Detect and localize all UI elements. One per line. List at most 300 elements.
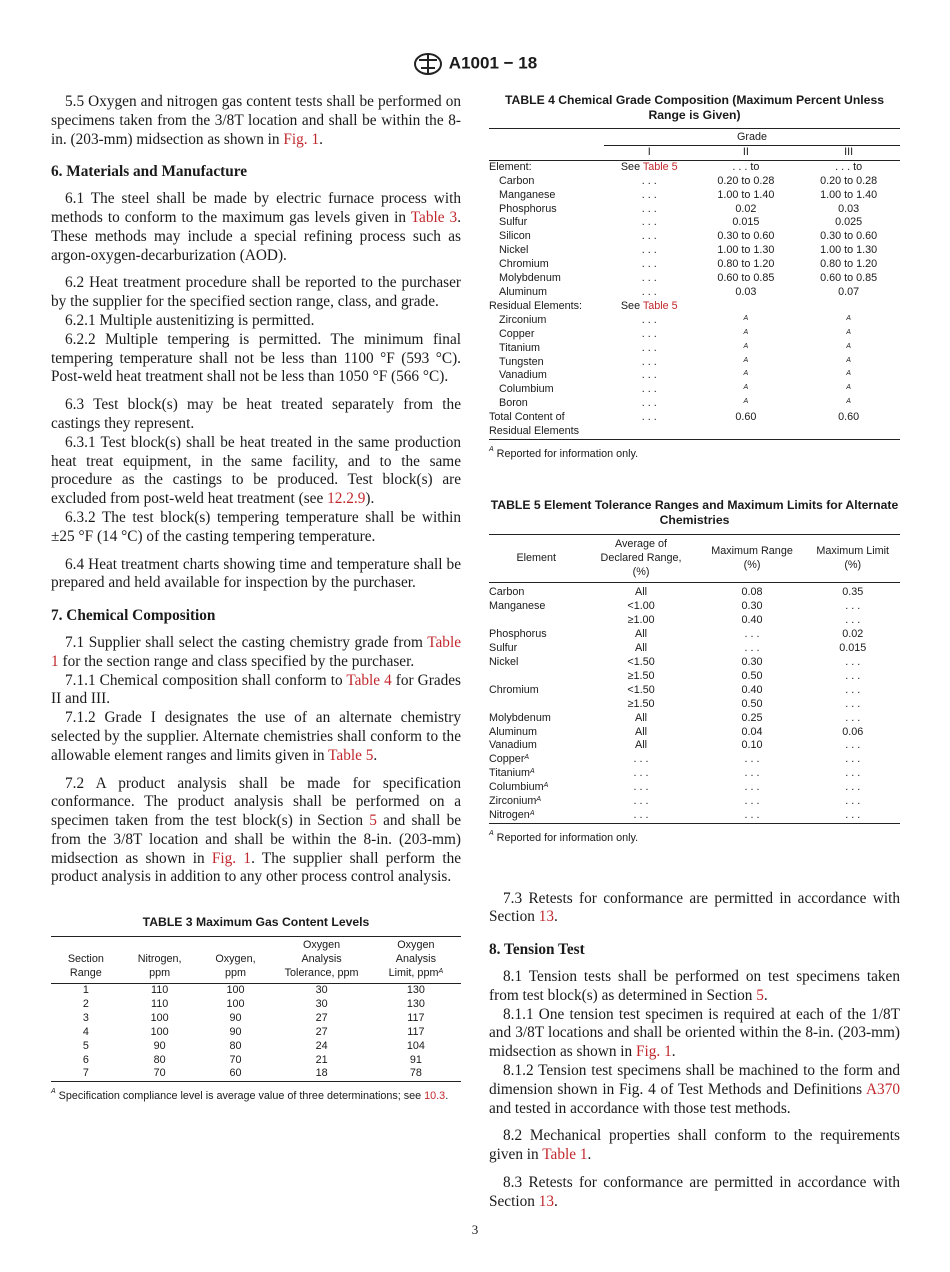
table5-avg-cell: ≥1.00: [627, 614, 655, 627]
table5-range-cell: . . .: [744, 767, 760, 780]
table4-g2-cell: 0.20 to 0.28: [717, 174, 775, 187]
table4-grade1-text: . . .: [641, 313, 657, 326]
table5-avg-cell: All: [635, 711, 648, 724]
table5-range-cell: . . .: [744, 628, 760, 641]
table5-element-name: Carbon: [489, 586, 525, 599]
table4-grade1-cell: [604, 230, 694, 244]
table4-row: [489, 383, 900, 397]
table4-grade-1: I: [604, 145, 694, 160]
table5-avg-cell: <1.50: [627, 655, 655, 668]
table3-header-text: Oxygen Analysis Limit, ppm: [388, 939, 439, 980]
section-5-link[interactable]: 5: [756, 986, 764, 1004]
table4-row: [489, 425, 900, 439]
para-7-1-2: 7.1.2 Grade I designates the use of an alternate chemistry selected by the supplier. Alternate chemistries shall conform to the allowable element ranges and limits given in Table 5.: [51, 709, 461, 764]
table5-limit-cell: . . .: [845, 711, 861, 724]
table4-g2-cell: [694, 356, 797, 370]
table4-grade1-cell: [604, 342, 694, 356]
table4-grade1-text: . . .: [641, 397, 657, 410]
table4-row: [489, 342, 900, 356]
table5-avg-cell: . . .: [633, 767, 649, 780]
table4-grade1-text: . . .: [641, 341, 657, 354]
table4-element: Columbium: [499, 383, 554, 396]
table5-link[interactable]: Table 5: [642, 299, 678, 312]
table5-header-cell: Average of Declared Range, (%): [584, 534, 699, 583]
table4-grade-numbers-row: [489, 145, 900, 160]
table5-avg-cell: ≥1.50: [627, 697, 655, 710]
table4-g3-cell: [797, 314, 900, 328]
para-8-2: 8.2 Mechanical properties shall conform to the requirements given in Table 1.: [489, 1127, 900, 1164]
table4-row: [489, 272, 900, 286]
footnote-marker: A: [530, 768, 535, 776]
table4-grade1-cell: [604, 160, 694, 174]
table5-avg-cell: <1.50: [627, 683, 655, 696]
table4-grade1-text: . . .: [641, 174, 657, 187]
table3-header-text: Oxygen, ppm: [215, 953, 256, 980]
table4-g3-cell: [797, 300, 900, 314]
table5-element: [489, 698, 584, 712]
table5-limit-cell: 0.02: [842, 628, 864, 641]
table5-element: [489, 684, 584, 698]
table4-g3-cell: 0.025: [835, 216, 863, 229]
table3-footnote: $^A$ Specification compliance level is average value of three determinations; see 10.3.: [51, 1088, 449, 1103]
table3-header-cell: [199, 937, 273, 984]
table5-element-name: Titanium: [489, 767, 530, 780]
table5-avg-cell: <1.00: [627, 600, 655, 613]
table3-cell: 4: [82, 1025, 89, 1038]
table5-range-cell: 0.30: [741, 655, 763, 668]
table3-link[interactable]: Table 3: [410, 208, 458, 226]
table5-row: [489, 698, 900, 712]
table5-limit-cell: . . .: [845, 808, 861, 821]
table4-grade1-text: . . .: [641, 258, 657, 271]
table5-range-cell: 0.30: [741, 600, 763, 613]
table5-avg-cell: . . .: [633, 753, 649, 766]
table5-range-cell: 0.50: [741, 697, 763, 710]
table4-g2-cell: . . . to: [732, 160, 760, 173]
table5-avg-cell: All: [635, 725, 648, 738]
table4-element: Phosphorus: [499, 202, 557, 215]
table5-element: [489, 767, 584, 781]
footnote-marker: A: [846, 342, 851, 350]
table4-row: [489, 203, 900, 217]
table5-link[interactable]: Table 5: [642, 160, 678, 173]
table4-row: [489, 397, 900, 411]
section-8-heading: 8. Tension Test: [489, 941, 585, 959]
astm-logo-icon: [413, 52, 443, 76]
table3-cell: 27: [315, 1011, 328, 1024]
table4-grade-3: III: [797, 145, 900, 160]
table5-limit-cell: . . .: [845, 614, 861, 627]
table5-range-cell: 0.40: [741, 614, 763, 627]
table5-caption: TABLE 5 Element Tolerance Ranges and Maximum Limits for Alternate Chemistries: [490, 497, 899, 527]
table1-link[interactable]: Table 1: [51, 633, 461, 670]
table4-grade1-cell: [604, 356, 694, 370]
table4-g3-cell: [797, 397, 900, 411]
footnote-marker: A: [846, 356, 851, 364]
table3-cell: 21: [315, 1053, 328, 1066]
table4-grade1-text: . . .: [641, 216, 657, 229]
table4-g2-cell: [694, 383, 797, 397]
section-5-link[interactable]: 5: [369, 812, 377, 830]
section-13-link[interactable]: 13: [538, 1192, 555, 1210]
table4-grade1-cell: [604, 300, 694, 314]
table4-g3-cell: [797, 383, 900, 397]
table3-cell: 117: [407, 1025, 425, 1038]
table3-cell: 117: [407, 1011, 425, 1024]
table5-limit-cell: . . .: [845, 795, 861, 808]
table4-grade1-cell: [604, 328, 694, 342]
footnote-marker: A: [743, 314, 749, 322]
table3-cell: 27: [315, 1025, 328, 1038]
table5-element: [489, 656, 584, 670]
table4-row: [489, 189, 900, 203]
table5-element: [489, 600, 584, 614]
table4-grade1-cell: [604, 189, 694, 203]
table4-grade1-cell: [604, 216, 694, 230]
table4-g3-cell: 0.20 to 0.28: [820, 174, 878, 187]
table4-row: [489, 356, 900, 370]
table4-row: [489, 314, 900, 328]
table4-row: [489, 175, 900, 189]
para-6-3-1: 6.3.1 Test block(s) shall be heat treated in the same production heat treat equipment, in the same facility, and to the same procedure as the castings to be produced. Test block(s) are excluded from post-weld heat treatment (see 12.2.9).: [51, 433, 461, 508]
table5-avg-cell: All: [635, 642, 648, 655]
para-7-1: 7.1 Supplier shall select the casting chemistry grade from Table 1 for the section range and class specified by the purchaser.: [51, 633, 461, 670]
table5-element: [489, 739, 584, 753]
table4-g3-cell: . . . to: [835, 160, 863, 173]
table4-element: Tungsten: [499, 355, 544, 368]
table4-g2-cell: 1.00 to 1.40: [717, 188, 775, 201]
table4-g3-cell: [797, 342, 900, 356]
table4-grade1-cell: [604, 369, 694, 383]
table4-grade1-text: . . .: [641, 327, 657, 340]
table3-row: [51, 1054, 461, 1068]
para-6-2-2: 6.2.2 Multiple tempering is permitted. The minimum final tempering temperature shall not be less than 1100 °F (593 °C). Post-weld heat treatment shall not be less than 1050 °F (566 °C).: [51, 330, 461, 386]
table5-range-cell: 0.08: [741, 586, 763, 599]
table5-row: [489, 781, 900, 795]
table4-g3-cell: [797, 328, 900, 342]
table5-link[interactable]: Table 5: [328, 746, 374, 764]
table4-element: Element:: [489, 160, 532, 173]
table5-row: [489, 614, 900, 628]
table4-grade1-cell: [604, 314, 694, 328]
footnote-marker: A: [846, 370, 851, 378]
table4-g2-cell: 0.60 to 0.85: [717, 272, 775, 285]
table4-grade1-text: . . .: [641, 244, 657, 257]
table5-avg-cell: All: [635, 628, 648, 641]
table4-g3-cell: 0.03: [838, 202, 860, 215]
table5-limit-cell: . . .: [845, 600, 861, 613]
para-6-3: 6.3 Test block(s) may be heat treated separately from the castings they represent.: [51, 396, 461, 432]
document-designation: A1001 − 18: [448, 53, 538, 73]
table3-cell: 104: [406, 1039, 425, 1052]
table5-limit-cell: . . .: [845, 655, 861, 668]
table4-grade1-cell: [604, 411, 694, 425]
footnote-marker: A: [524, 754, 530, 762]
table5-element: [489, 583, 584, 600]
table4-row: [489, 244, 900, 258]
table4-grade1-cell: [604, 272, 694, 286]
table3-cell: 30: [315, 984, 328, 996]
table5-element: [489, 753, 584, 767]
para-8-3: 8.3 Retests for conformance are permitted in accordance with Section 13.: [489, 1174, 900, 1210]
table4-g2-cell: 0.015: [732, 216, 760, 229]
table4-caption: TABLE 4 Chemical Grade Composition (Maximum Percent Unless Range is Given): [504, 93, 885, 122]
table4-grade-label: Grade: [604, 129, 900, 146]
table4-grade1-text: . . .: [641, 355, 657, 368]
table4-g2-cell: 0.60: [735, 411, 757, 424]
table4-grade1-text: . . .: [641, 383, 657, 396]
table5-limit-cell: . . .: [845, 767, 861, 780]
table5-avg-cell: ≥1.50: [627, 669, 655, 682]
table5-range-cell: . . .: [744, 795, 760, 808]
table4-grade-row: [489, 129, 900, 146]
table5-avg-cell: . . .: [633, 795, 649, 808]
table4-element: Boron: [499, 397, 528, 410]
table3-cell: 70: [229, 1053, 242, 1066]
table5-limit-cell: 0.35: [842, 586, 864, 599]
footnote-marker: A: [846, 314, 851, 322]
table4-g3-cell: [797, 425, 900, 439]
table4-row: [489, 328, 900, 342]
table3-header-text: Nitrogen, ppm: [137, 953, 182, 980]
table4-g2-cell: [694, 342, 797, 356]
table3-cell: 78: [409, 1067, 422, 1080]
table4-g2-cell: 1.00 to 1.30: [717, 244, 775, 257]
table3-cell: 80: [229, 1039, 242, 1052]
table4-grade1-text: . . .: [641, 369, 657, 382]
table5-row: [489, 583, 900, 600]
footnote-marker: A: [743, 384, 749, 392]
table5-element-name: Nitrogen: [489, 808, 530, 821]
table5-range-cell: . . .: [744, 781, 760, 794]
table5-avg-cell: . . .: [633, 808, 649, 821]
table4-link[interactable]: Table 4: [346, 671, 392, 689]
table5-element: [489, 628, 584, 642]
table4-g3-cell: [797, 356, 900, 370]
table4-grade1-text: . . .: [641, 411, 657, 424]
table4-grade1-cell: [604, 397, 694, 411]
table3-row: [51, 984, 461, 998]
table3-caption: TABLE 3 Maximum Gas Content Levels: [142, 915, 370, 930]
fig1-link[interactable]: Fig. 1: [636, 1043, 672, 1061]
table5-avg-cell: All: [635, 586, 648, 599]
footnote-marker: A: [536, 796, 542, 804]
table4-grade1-text: See: [620, 160, 643, 173]
table4-g3-cell: 0.30 to 0.60: [820, 230, 878, 243]
table5-element-name: Nickel: [489, 655, 519, 668]
footnote-marker: A: [743, 328, 749, 336]
table4-g2-cell: 0.03: [735, 285, 757, 298]
table4-grade1-text: . . .: [641, 285, 657, 298]
table5-avg-cell: All: [635, 739, 648, 752]
table5-range-cell: 0.25: [741, 711, 763, 724]
table3-header-text: Section Range: [67, 953, 104, 980]
table5-range-cell: . . .: [744, 642, 760, 655]
left-column: [51, 93, 461, 1106]
table3-cell: 130: [406, 984, 425, 996]
table5-header-cell: Element: [489, 534, 584, 583]
table4-element: Aluminum: [499, 285, 548, 298]
table3-header-cell: [121, 937, 199, 984]
table4-grade1-cell: [604, 425, 694, 439]
table3-cell: 110: [151, 997, 169, 1010]
fig1-link[interactable]: Fig. 1: [211, 849, 252, 867]
a370-link[interactable]: A370: [866, 1080, 900, 1098]
table3-header-row: [51, 937, 461, 984]
table5-footnote: $^A$ Reported for information only.: [489, 829, 639, 844]
table5-limit-cell: . . .: [845, 781, 861, 794]
table5-limit-cell: . . .: [845, 669, 861, 682]
table4-g3-cell: 0.07: [838, 285, 860, 298]
para-6-2-1: 6.2.1 Multiple austenitizing is permitted.: [65, 311, 315, 329]
table3-cell: 30: [315, 997, 328, 1010]
table5-row: [489, 628, 900, 642]
table4-element: Sulfur: [499, 216, 528, 229]
table4-grade1-cell: [604, 244, 694, 258]
table3-header-cell: [272, 937, 370, 984]
table4-g2-cell: 0.80 to 1.20: [717, 258, 775, 271]
table4-g2-cell: 0.30 to 0.60: [717, 230, 775, 243]
table5-limit-cell: 0.015: [839, 642, 867, 655]
table4-element: Zirconium: [499, 313, 547, 326]
table3-cell: 90: [229, 1025, 242, 1038]
footnote-marker: A: [743, 370, 749, 378]
table4-grade1-cell: [604, 203, 694, 217]
table3-cell: 80: [153, 1053, 166, 1066]
table5-row: [489, 739, 900, 753]
table5-element: [489, 809, 584, 823]
table4-grade1-cell: [604, 383, 694, 397]
table4-grade-2: II: [694, 145, 797, 160]
para-6-3-2: 6.3.2 The test block(s) tempering temperature shall be within ±25 °F (14 °C) of the casting tempering temperature.: [51, 508, 461, 545]
page-header: [0, 52, 950, 76]
section-13-link[interactable]: 13: [538, 908, 555, 926]
table4-grade1-text: See: [620, 299, 643, 312]
para-6-2: 6.2 Heat treatment procedure shall be reported to the purchaser by the supplier for the specified section range, class, and grade.: [51, 274, 461, 311]
para-6-1: 6.1 The steel shall be made by electric furnace process with methods to conform to the maximum gas levels given in Table 3. These methods may include a special refining process such as argon-oxygen-decarburization (AOD).: [51, 190, 462, 264]
footnote-marker: A: [846, 328, 851, 336]
footnote-marker: A: [743, 356, 749, 364]
table5-element-name: Phosphorus: [489, 628, 547, 641]
footnote-marker: A: [543, 782, 549, 790]
table4-grade1-text: . . .: [641, 230, 657, 243]
table5-header-row: [489, 534, 900, 583]
table3-cell: 90: [153, 1039, 166, 1052]
para-8-1: 8.1 Tension tests shall be performed on test specimens taken from test block(s) as determined in Section 5.: [489, 968, 900, 1004]
table5-row: [489, 726, 900, 740]
table4-g3-cell: 1.00 to 1.40: [820, 188, 878, 201]
table5-row: [489, 712, 900, 726]
table5-limit-cell: . . .: [845, 697, 861, 710]
table5-element-name: Molybdenum: [489, 711, 551, 724]
table4-row: [489, 300, 900, 314]
table5-row: [489, 656, 900, 670]
table5-row: [489, 670, 900, 684]
table4-g2-cell: [694, 314, 797, 328]
table4-element: Residual Elements:: [489, 299, 583, 312]
table4-g2-cell: 0.02: [735, 202, 757, 215]
table4-grade1-cell: [604, 286, 694, 300]
table3-cell: 100: [150, 1025, 169, 1038]
table3-row: [51, 1026, 461, 1040]
para-7-1-1: 7.1.1 Chemical composition shall conform to Table 4 for Grades II and III.: [51, 671, 461, 708]
table3-header-cell: [51, 937, 121, 984]
table4-g3-cell: [797, 369, 900, 383]
table4-row: [489, 369, 900, 383]
table4-empty-cell: [489, 129, 604, 146]
table1-link[interactable]: Table 1: [542, 1146, 588, 1164]
table5-element: [489, 712, 584, 726]
table3-cell: 18: [315, 1067, 328, 1080]
table3-row: [51, 1040, 461, 1054]
table4-element: Titanium: [499, 341, 540, 354]
table4-element: Chromium: [499, 258, 549, 271]
table3-cell: 3: [82, 1011, 89, 1024]
footnote-marker: A: [846, 384, 851, 392]
table4-g2-cell: [694, 328, 797, 342]
table3-cell: 100: [150, 1011, 169, 1024]
table3-header-text: Oxygen Analysis Tolerance, ppm: [284, 939, 359, 980]
table5: [489, 534, 900, 824]
table5-limit-cell: . . .: [845, 753, 861, 766]
table4-g3-cell: 0.80 to 1.20: [820, 258, 878, 271]
table4-g2-cell: [694, 369, 797, 383]
table3-cell: 100: [226, 997, 245, 1010]
para-8-1-2: 8.1.2 Tension test specimens shall be machined to the form and dimension shown in Fig. 4 of Test Methods and Definitions A370 and tested in accordance with those test methods.: [489, 1062, 900, 1117]
para-6-4: 6.4 Heat treatment charts showing time and temperature shall be prepared and held available for inspection by the purchaser.: [51, 555, 461, 592]
table5-element-name: Aluminum: [489, 725, 538, 738]
table4-g2-cell: [694, 300, 797, 314]
table5-limit-cell: . . .: [845, 739, 861, 752]
table3-cell: 7: [82, 1067, 89, 1080]
fig1-link[interactable]: Fig. 1: [283, 130, 320, 148]
page-number: 3: [471, 1222, 479, 1237]
table5-header-cell: Maximum Limit (%): [805, 534, 900, 583]
table4-grade1-text: . . .: [641, 272, 657, 285]
table3: [51, 936, 461, 1082]
table5-element-name: Zirconium: [489, 795, 537, 808]
table3-cell: 100: [226, 984, 245, 996]
table5-row: [489, 809, 900, 823]
table3-cell: 130: [406, 997, 425, 1010]
table3-cell: 70: [153, 1067, 166, 1080]
section-12-2-9-link[interactable]: 12.2.9: [327, 490, 366, 508]
table4-element: Silicon: [499, 230, 531, 243]
footnote-marker: A: [743, 398, 749, 406]
table3-row: [51, 998, 461, 1012]
section-6-heading: 6. Materials and Manufacture: [51, 163, 248, 181]
para-8-1-1: 8.1.1 One tension test specimen is required at each of the 1/8T and 3/8T locations and shall be oriented within the 8-in. (203-mm) midsection as shown in Fig. 1.: [489, 1005, 900, 1061]
table4-grade1-cell: [604, 258, 694, 272]
section-10-3-link[interactable]: 10.3: [424, 1090, 446, 1103]
table4-empty-cell: [489, 145, 604, 160]
table3-cell: 110: [151, 984, 169, 996]
table4-element: Total Content of: [489, 411, 565, 424]
table4-row: [489, 411, 900, 425]
footnote-marker: A: [743, 342, 749, 350]
table5-element: [489, 614, 584, 628]
table4-g3-cell: 0.60 to 0.85: [820, 272, 878, 285]
table5-row: [489, 767, 900, 781]
table5-element-name: Columbium: [489, 781, 544, 794]
table4-g2-cell: [694, 397, 797, 411]
table5-row: [489, 753, 900, 767]
footnote-marker: A: [846, 398, 851, 406]
table4: [489, 128, 900, 440]
table4-g3-cell: 1.00 to 1.30: [820, 244, 878, 257]
table4-element: Molybdenum: [499, 272, 561, 285]
table3-cell: 24: [315, 1039, 328, 1052]
